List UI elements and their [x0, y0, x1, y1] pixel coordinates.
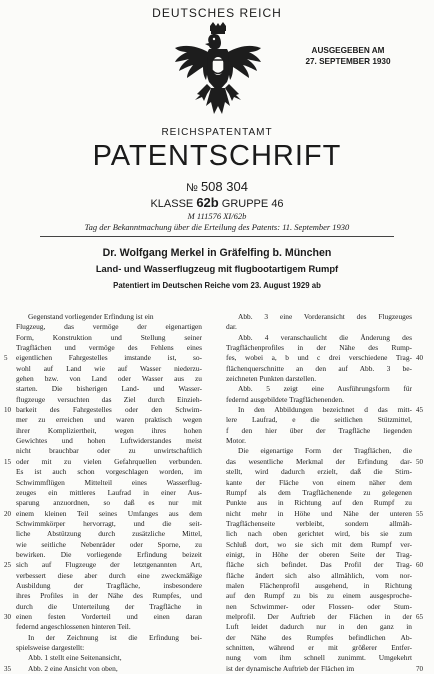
text-line: Abb. 4 veranschaulicht die Änderung des	[238, 332, 412, 342]
text-line: einen festen Vorderteil und einen daran	[16, 611, 202, 621]
document-type-title: PATENTSCHRIFT	[92, 140, 342, 172]
text-line: ihres Profiles in der Nähe des Rumpfes, und	[16, 591, 202, 601]
text-line: ist der dynamische Auftrieb der Flächen im	[226, 663, 355, 673]
line-number: 10	[4, 406, 11, 415]
text-line: lere Laufrad, e die seitlichen Stützmittel,	[226, 415, 412, 425]
patent-number-prefix: №	[186, 182, 198, 194]
line-number: 35	[4, 664, 11, 673]
text-line: federnd angeschlossenen hinteren Teil.	[16, 622, 131, 632]
file-reference: M 111576 XI/62b	[187, 211, 247, 221]
publication-note: Tag der Bekanntmachung über die Erteilung des Patents: 11. September 1930	[84, 222, 350, 232]
text-line: schnitten, während er mit größerer Entfer-	[226, 643, 412, 652]
text-line: f den hier über der Tragfläche liegenden	[226, 425, 412, 435]
line-number: 65	[416, 613, 423, 622]
text-line: In der Zeichnung ist die Erfindung bei-	[28, 632, 202, 642]
country-heading: DEUTSCHES REICH	[152, 6, 282, 20]
text-line: Tragflächen und vermöge des Fehlens eines	[16, 343, 202, 353]
text-line: durch die Unterteilung der Tragfläche in	[16, 601, 202, 611]
text-line: verbessert diese aber durch eine zweckmäßige	[16, 570, 202, 580]
text-line: Abb. 1 stellt eine Seitenansicht,	[28, 653, 122, 663]
text-line: flächenquerschnitte an den auf Abb. 3 be-	[226, 363, 412, 373]
grant-date-note: Patentiert im Deutschen Reiche vom 23. August 1929 ab	[113, 281, 321, 290]
text-line: kante der Fläche von einem näher dem	[226, 477, 412, 487]
klasse-label: KLASSE	[150, 198, 194, 210]
text-line: bewirken. Die vorliegende Erfindung beizeit	[16, 549, 202, 559]
text-line: barkeit des Fahrgestelles oder den Schwim-	[16, 405, 202, 415]
text-line: Motor.	[226, 436, 246, 446]
text-line: melprofil. Der Auftrieb der Flächen in der	[226, 611, 412, 621]
text-line: Abb. 2 eine Ansicht von oben,	[28, 663, 118, 673]
text-line: einigt, in Höhe der oberen Seite der Trag-	[226, 549, 412, 559]
text-line: nicht mehr in Höhe und Nähe der unteren	[226, 508, 412, 518]
line-number: 50	[416, 457, 423, 466]
text-line: nen Schwimmer- oder Flossen- oder Stum-	[226, 601, 412, 611]
text-line: der Nähe des Rumpfes befindlichen Ab-	[226, 632, 412, 642]
text-line: fläche sich befindet. Das Profil der Trag-	[226, 560, 412, 570]
gruppe-label: GRUPPE	[221, 198, 269, 210]
line-number: 70	[416, 664, 423, 673]
text-line: Abb. 5 zeigt eine Ausführungsform für	[238, 384, 412, 394]
text-line: zeuges ein mittleres Laufrad in einer Aus-	[16, 487, 202, 497]
text-line: gehen bzw. von Land oder Wasser aus zu	[16, 374, 202, 384]
klasse-value: 62b	[196, 195, 219, 210]
text-line: federnd ausgebildete Tragflächenenden.	[226, 394, 345, 404]
imperial-eagle-emblem	[173, 22, 263, 122]
text-line: das wesentliche Merkmal der Erfindung dar-	[226, 456, 412, 466]
text-line: sich auf Flugzeuge der letztgenannten Art,	[16, 560, 202, 570]
text-line: wie seitliche Nebenräder oder Sporne, zu	[16, 539, 202, 549]
text-line: wohl auf Land wie auf Wasser niederzu-	[16, 363, 202, 373]
line-number: 25	[4, 561, 11, 570]
text-line: ihrer Kompliziertheit, wegen ihres hohen	[16, 425, 202, 435]
text-line: nung vom ihm schnell zunimmt. Umgekehrt	[226, 653, 412, 663]
text-line: starten. Die bisherigen Land- und Wasser-	[16, 384, 202, 394]
gruppe-value: 46	[271, 198, 284, 210]
line-number: 30	[4, 613, 11, 622]
line-number: 40	[416, 354, 423, 363]
line-number: 55	[416, 509, 423, 518]
issued-label: AUSGEGEBEN AM	[311, 46, 385, 55]
text-line: Die eigenartige Form der Tragflächen, die	[238, 446, 412, 456]
line-number: 45	[416, 406, 423, 415]
patent-number: 508 304	[200, 179, 248, 194]
inventor-name: Dr. Wolfgang Merkel in Gräfelfing b. München	[102, 247, 332, 259]
text-line: liche Abstützung durch zusätzliche Mittel,	[16, 529, 202, 539]
text-line: Schwimmflügen Mittelteil eines Wasserflug-	[16, 477, 202, 487]
text-line: stellt, wird dadurch erzielt, daß die Stirn-	[226, 467, 412, 477]
line-number: 5	[4, 354, 8, 363]
text-line: Schwimmkörper hervorragt, und die seit-	[16, 518, 202, 528]
text-line: sparung anzuordnen, so daß es nur mit	[16, 498, 202, 508]
text-line: Gegenstand vorliegender Erfindung ist ein	[28, 312, 154, 321]
issued-date: 27. SEPTEMBER 1930	[305, 57, 391, 66]
line-number: 15	[4, 457, 11, 466]
patent-number-line	[0, 179, 434, 194]
text-line: flugzeuge versuchten das Ziel durch Einzieh-	[16, 394, 202, 404]
text-line: oder mit zu vielen Gefahrquellen verbunden.	[16, 456, 202, 466]
text-line: malen Flächenprofil ausgehend, in Richtung	[226, 580, 412, 590]
left-text-column	[16, 312, 202, 674]
text-line: eigentlichen Fahrgestelles imstande ist, so-	[16, 353, 202, 363]
text-line: lich nach oben gerichtet wird, bis sie zum	[226, 529, 412, 539]
text-line: Flugzeug, das vermöge der eigenartigen	[16, 322, 202, 332]
text-line: spielsweise dargestellt:	[16, 643, 85, 652]
text-line: Es ist auch schon vorgeschlagen worden, im	[16, 467, 202, 477]
text-line: Luft leidet dadurch nur in den ganz in	[226, 622, 412, 632]
text-line: nicht brauchbar oder zu unwirtschaftlich	[16, 446, 202, 456]
text-line: Schluß dort, wo sie sich mit dem Rumpf ver-	[226, 539, 412, 549]
text-line: Punkte aus in Richtung auf den Rumpf zu	[226, 498, 412, 508]
text-line: Form, Konstruktion und Stellung seiner	[16, 332, 202, 342]
text-line: Rumpf als dem Tragflächenende zu gelegenen	[226, 487, 412, 497]
text-line: dar.	[226, 322, 237, 332]
text-line: auf den Rumpf zu bis zu einem ausgesproche-	[226, 591, 412, 601]
text-line: zeichneten Punkten darstellen.	[226, 374, 317, 384]
text-line: Gewichtes und hohen Luftwiderstandes meist	[16, 436, 202, 446]
invention-title: Land- und Wasserflugzeug mit flugbootartigem Rumpf	[95, 263, 339, 274]
issue-date-block	[288, 45, 408, 67]
text-line: In den Abbildungen bezeichnet d das mitt-	[238, 405, 412, 415]
text-line: Abb. 3 eine Vorderansicht des Flugzeuges	[238, 312, 412, 321]
line-number: 20	[4, 509, 11, 518]
text-line: Tragflächenprofiles in der Nähe des Rump-	[226, 343, 412, 353]
text-line: fläche ändert sich also allmählich, vom nor-	[226, 570, 412, 580]
text-line: mer zu erreichen und waren praktisch wegen	[16, 415, 202, 425]
right-text-column	[226, 312, 412, 674]
classification-line	[0, 195, 434, 210]
text-line: einem kleinen Teil seines Umfanges aus dem	[16, 508, 202, 518]
line-number: 60	[416, 561, 423, 570]
header-divider	[40, 236, 394, 237]
text-line: fes, wobei a, b und c drei verschiedene Trag-	[226, 353, 412, 363]
text-line: Ausbildung der Tragfläche, insbesondere	[16, 580, 202, 590]
text-line: Tragflächenseite verbleibt, sondern allmäh-	[226, 518, 412, 528]
patent-office: REICHSPATENTAMT	[161, 127, 273, 138]
